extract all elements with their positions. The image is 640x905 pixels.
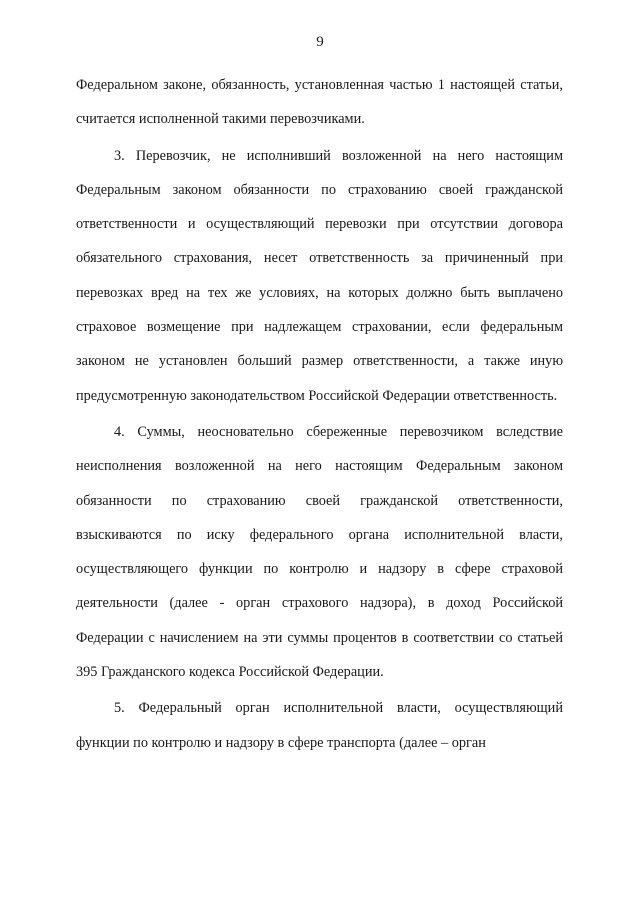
- paragraph-clause-4: 4. Суммы, неосновательно сбереженные перевозчиком вследствие неисполнения возложенной на него настоящим Федеральным законом обязанности по страхованию своей гражданской ответственности, взыскиваются по иску федерального органа исполнительной власти, осуществляющего функции по контролю и надзору в сфере страховой деятельности (далее - орган страхового надзора), в доход Российской Федерации с начислением на эти суммы процентов в соответствии со статьей 395 Гражданского кодекса Российской Федерации.: [76, 423, 563, 681]
- paragraph-clause-5: 5. Федеральный орган исполнительной власти, осуществляющий функции по контролю и надзору в сфере транспорта (далее – орган: [76, 700, 563, 751]
- document-body: [76, 68, 563, 760]
- paragraph-clause-3: 3. Перевозчик, не исполнивший возложенной на него настоящим Федеральным законом обязанности по страхованию своей гражданской ответственности и осуществляющий перевозки при отсутствии договора обязательного страхования, несет ответственность за причиненный при перевозках вред на тех же условиях, на которых должно быть выплачено страховое возмещение при надлежащем страховании, если федеральным законом не установлен больший размер ответственности, а также иную предусмотренную законодательством Российской Федерации ответственность.: [76, 147, 563, 404]
- paragraph-continuation: Федеральном законе, обязанность, установленная частью 1 настоящей статьи, считается исполненной такими перевозчиками.: [76, 77, 563, 128]
- page-number: 9: [316, 34, 324, 50]
